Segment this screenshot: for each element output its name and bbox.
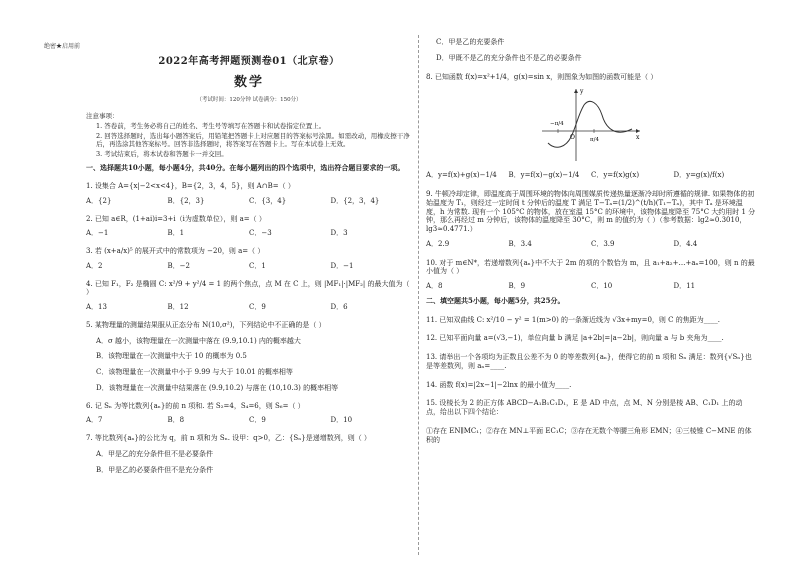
question-5 bbox=[86, 321, 412, 393]
note-item: 2. 回答选择题时，选出每小题答案后，用铅笔把答题卡上对应题目的答案标号涂黑。如需改动，用橡皮擦干净后，再选涂其他答案标号。回答非选择题时，将答案写在答题卡上。写在本试卷上无效。 bbox=[96, 131, 410, 148]
question-7 bbox=[86, 434, 412, 474]
option-d: D．{2，3，4} bbox=[330, 196, 380, 205]
notes-title: 注意事项： bbox=[86, 111, 119, 120]
option-c: C．甲是乙的充要条件 bbox=[436, 38, 505, 46]
column-divider bbox=[418, 35, 419, 555]
question-15: 15. 设棱长为 2 的正方体 ABCD−A₁B₁C₁D₁，E 是 AD 中点，点 M、N 分别是棱 AB、C₁D₁ 上的动点，给出以下四个结论： bbox=[426, 399, 743, 416]
question-9 bbox=[426, 190, 756, 249]
x-axis-label: x bbox=[636, 134, 640, 142]
option-a: A．−1 bbox=[86, 229, 109, 238]
exam-title: 2022年高考押题预测卷01（北京卷） bbox=[158, 56, 340, 67]
question-3 bbox=[86, 247, 412, 271]
option-d: D．6 bbox=[330, 303, 348, 311]
question-8 bbox=[426, 73, 756, 181]
question-10 bbox=[426, 259, 756, 291]
question-stem: 4. 已知 F₁，F₂ 是椭圆 C: x²/9 + y²/4 = 1 的两个焦点，点 M 在 C 上，则 |MF₁|·|MF₂| 的最大值为（ ） bbox=[86, 279, 410, 297]
question-1 bbox=[86, 182, 412, 206]
question-stem: 9. 牛顿冷却定律，即温度高于周围环境的物体向周围媒质传递热量逐渐冷却时所遵循的规律. 如果物体的初始温度为 T₁，则经过一定时间 t 分钟后的温度 T 满足 T−Tₐ=(1/2)^(t/h)(T₁−Tₐ)，其中 Tₐ 是环境温度，h 为常数. 现有一个 105°C 的物体，放在室温 15°C 的环境中，该物体温度降至 75°C 大约用时 1 分钟，那么再经过 m 分钟后，该物体的温度降至 30°C，则 m 的值约为（ ）（参考数据：lg2≈0.3010，lg3≈0.4771.） bbox=[426, 190, 756, 233]
option-c: C．9 bbox=[249, 303, 266, 311]
note-item: 1. 答卷前，考生务必将自己的姓名、考生号等填写在答题卡和试卷指定位置上。 bbox=[96, 121, 326, 130]
option-d: D．−1 bbox=[330, 261, 354, 270]
option-d: D．该物理量在一次测量中结果落在 (9.9,10.2) 与落在 (10,10.3) 的概率相等 bbox=[96, 383, 339, 392]
y-axis-label: y bbox=[580, 88, 584, 96]
option-b: B．该物理量在一次测量中大于 10 的概率为 0.5 bbox=[96, 352, 247, 361]
option-c: C．10 bbox=[591, 282, 613, 290]
secret-label: 绝密★启用前 bbox=[44, 43, 81, 50]
question-stem: 8. 已知函数 f(x)=x²+1/4，g(x)=sin x，则图象为如图的函数可能是（ ） bbox=[426, 72, 658, 81]
option-a: A．2.9 bbox=[426, 239, 450, 248]
option-c: C．1 bbox=[249, 261, 266, 270]
option-a: A．甲是乙的充分条件但不是必要条件 bbox=[96, 449, 214, 458]
option-b: B．y=f(x)−g(x)−1/4 bbox=[508, 171, 580, 180]
option-b: B．1 bbox=[167, 229, 185, 238]
option-d: D．y=g(x)/f(x) bbox=[673, 171, 725, 180]
left-column bbox=[86, 38, 412, 474]
question-stem: 1. 设集合 A={x|−2<x<4}，B={2，3，4，5}，则 A∩B=（ ） bbox=[86, 182, 295, 190]
option-d: D．3 bbox=[330, 229, 348, 238]
question-4 bbox=[86, 280, 412, 312]
option-c: C．3.9 bbox=[591, 239, 615, 248]
exam-meta: （考试时间：120分钟 试卷满分：150分） bbox=[196, 96, 302, 103]
option-b: B．3.4 bbox=[508, 239, 532, 248]
option-b: B．9 bbox=[508, 282, 526, 290]
option-c: C．{3，4} bbox=[249, 196, 287, 205]
option-c: C．该物理量在一次测量中小于 9.99 与大于 10.01 的概率相等 bbox=[96, 368, 293, 376]
function-graph bbox=[536, 85, 646, 165]
tick-neg-pi4: −π/4 bbox=[550, 121, 564, 128]
option-b: B．{2，3} bbox=[167, 196, 205, 205]
question-stem: 10. 对于 m∈N*，若递增数列{aₙ}中不大于 2m 的项的个数恰为 m，且 a₁+a₂+…+aₙ=100，则 n 的最小值为（ ） bbox=[426, 258, 755, 276]
option-a: A．8 bbox=[426, 282, 443, 290]
section-heading-fill: 二、填空题共5小题，每小题5分，共25分。 bbox=[426, 295, 565, 305]
option-a: A．2 bbox=[86, 261, 103, 270]
question-14: 14. 函数 f(x)=|2x−1|−2lnx 的最小值为____. bbox=[426, 380, 572, 389]
question-11: 11. 已知双曲线 C: x²/10 − y² = 1(m>0) 的一条渐近线为 √3x+my=0，则 C 的焦距为____. bbox=[426, 315, 720, 324]
option-d: D．甲既不是乙的充分条件也不是乙的必要条件 bbox=[436, 53, 582, 62]
question-stem: 2. 已知 a∈R，(1+ai)i=3+i（i为虚数单位），则 a=（ ） bbox=[86, 214, 266, 223]
note-item: 3. 考试结束后，将本试卷和答题卡一并交回。 bbox=[96, 150, 228, 159]
question-stem: 7. 等比数列{aₙ}的公比为 q，前 n 项和为 Sₙ. 设甲：q>0，乙：{Sₙ}是递增数列，则（ ） bbox=[86, 434, 371, 442]
origin-label: O bbox=[570, 134, 575, 142]
option-d: D．11 bbox=[673, 282, 696, 290]
option-c: C．−3 bbox=[249, 229, 272, 238]
option-a: A．{2} bbox=[86, 196, 112, 205]
question-stem: 5. 某物理量的测量结果服从正态分布 N(10,σ²)，下列结论中不正确的是（ ） bbox=[86, 320, 326, 329]
option-b: B．8 bbox=[167, 416, 185, 425]
option-a: A．y=f(x)+g(x)−1/4 bbox=[426, 171, 497, 180]
option-a: A．σ 越小，该物理量在一次测量中落在 (9.9,10.1) 内的概率越大 bbox=[96, 336, 301, 345]
right-column bbox=[426, 38, 756, 444]
option-b: B．12 bbox=[167, 303, 189, 311]
option-a: A．7 bbox=[86, 416, 103, 425]
exam-subject: 数学 bbox=[233, 74, 264, 90]
option-d: D．4.4 bbox=[673, 239, 698, 248]
question-2 bbox=[86, 215, 412, 239]
section-heading-choice: 一、选择题共10小题，每小题4分，共40分。在每小题列出的四个选项中，选出符合题目要求的一项。 bbox=[86, 163, 405, 173]
question-13: 13. 请举出一个各项均为正数且公差不为 0 的等差数列{aₙ}，使得它的前 n 项和 Sₙ 满足：数列{√Sₙ}也是等差数列，则 aₙ=____. bbox=[426, 353, 752, 370]
option-b: B．−2 bbox=[167, 261, 190, 270]
option-b: B．甲是乙的必要条件但不是充分条件 bbox=[96, 465, 214, 474]
question-15-statements: ①存在 EN∥MC₁；②存在 MN⊥平面 EC₁C；③存在无数个等腰三角形 EMN；④三棱锥 C−MNE 的体积的 bbox=[426, 426, 752, 444]
option-a: A．13 bbox=[86, 303, 107, 311]
option-c: C．9 bbox=[249, 416, 266, 425]
option-c: C．y=f(x)g(x) bbox=[591, 171, 640, 180]
question-stem: 3. 若 (x+a/x)⁵ 的展开式中的常数项为 −20，则 a=（ ） bbox=[86, 247, 265, 255]
question-6 bbox=[86, 402, 412, 426]
question-12: 12. 已知平面向量 a=(√3,−1)，单位向量 b 满足 |a+2b|=|a−2b|，则向量 a 与 b 夹角为____. bbox=[426, 334, 724, 343]
option-d: D．10 bbox=[330, 416, 353, 425]
tick-pos-pi4: π/4 bbox=[590, 137, 599, 144]
question-stem: 6. 记 Sₙ 为等比数列{aₙ}的前 n 项和. 若 S₂=4，S₄=6，则 S₆=（ ） bbox=[86, 401, 305, 410]
